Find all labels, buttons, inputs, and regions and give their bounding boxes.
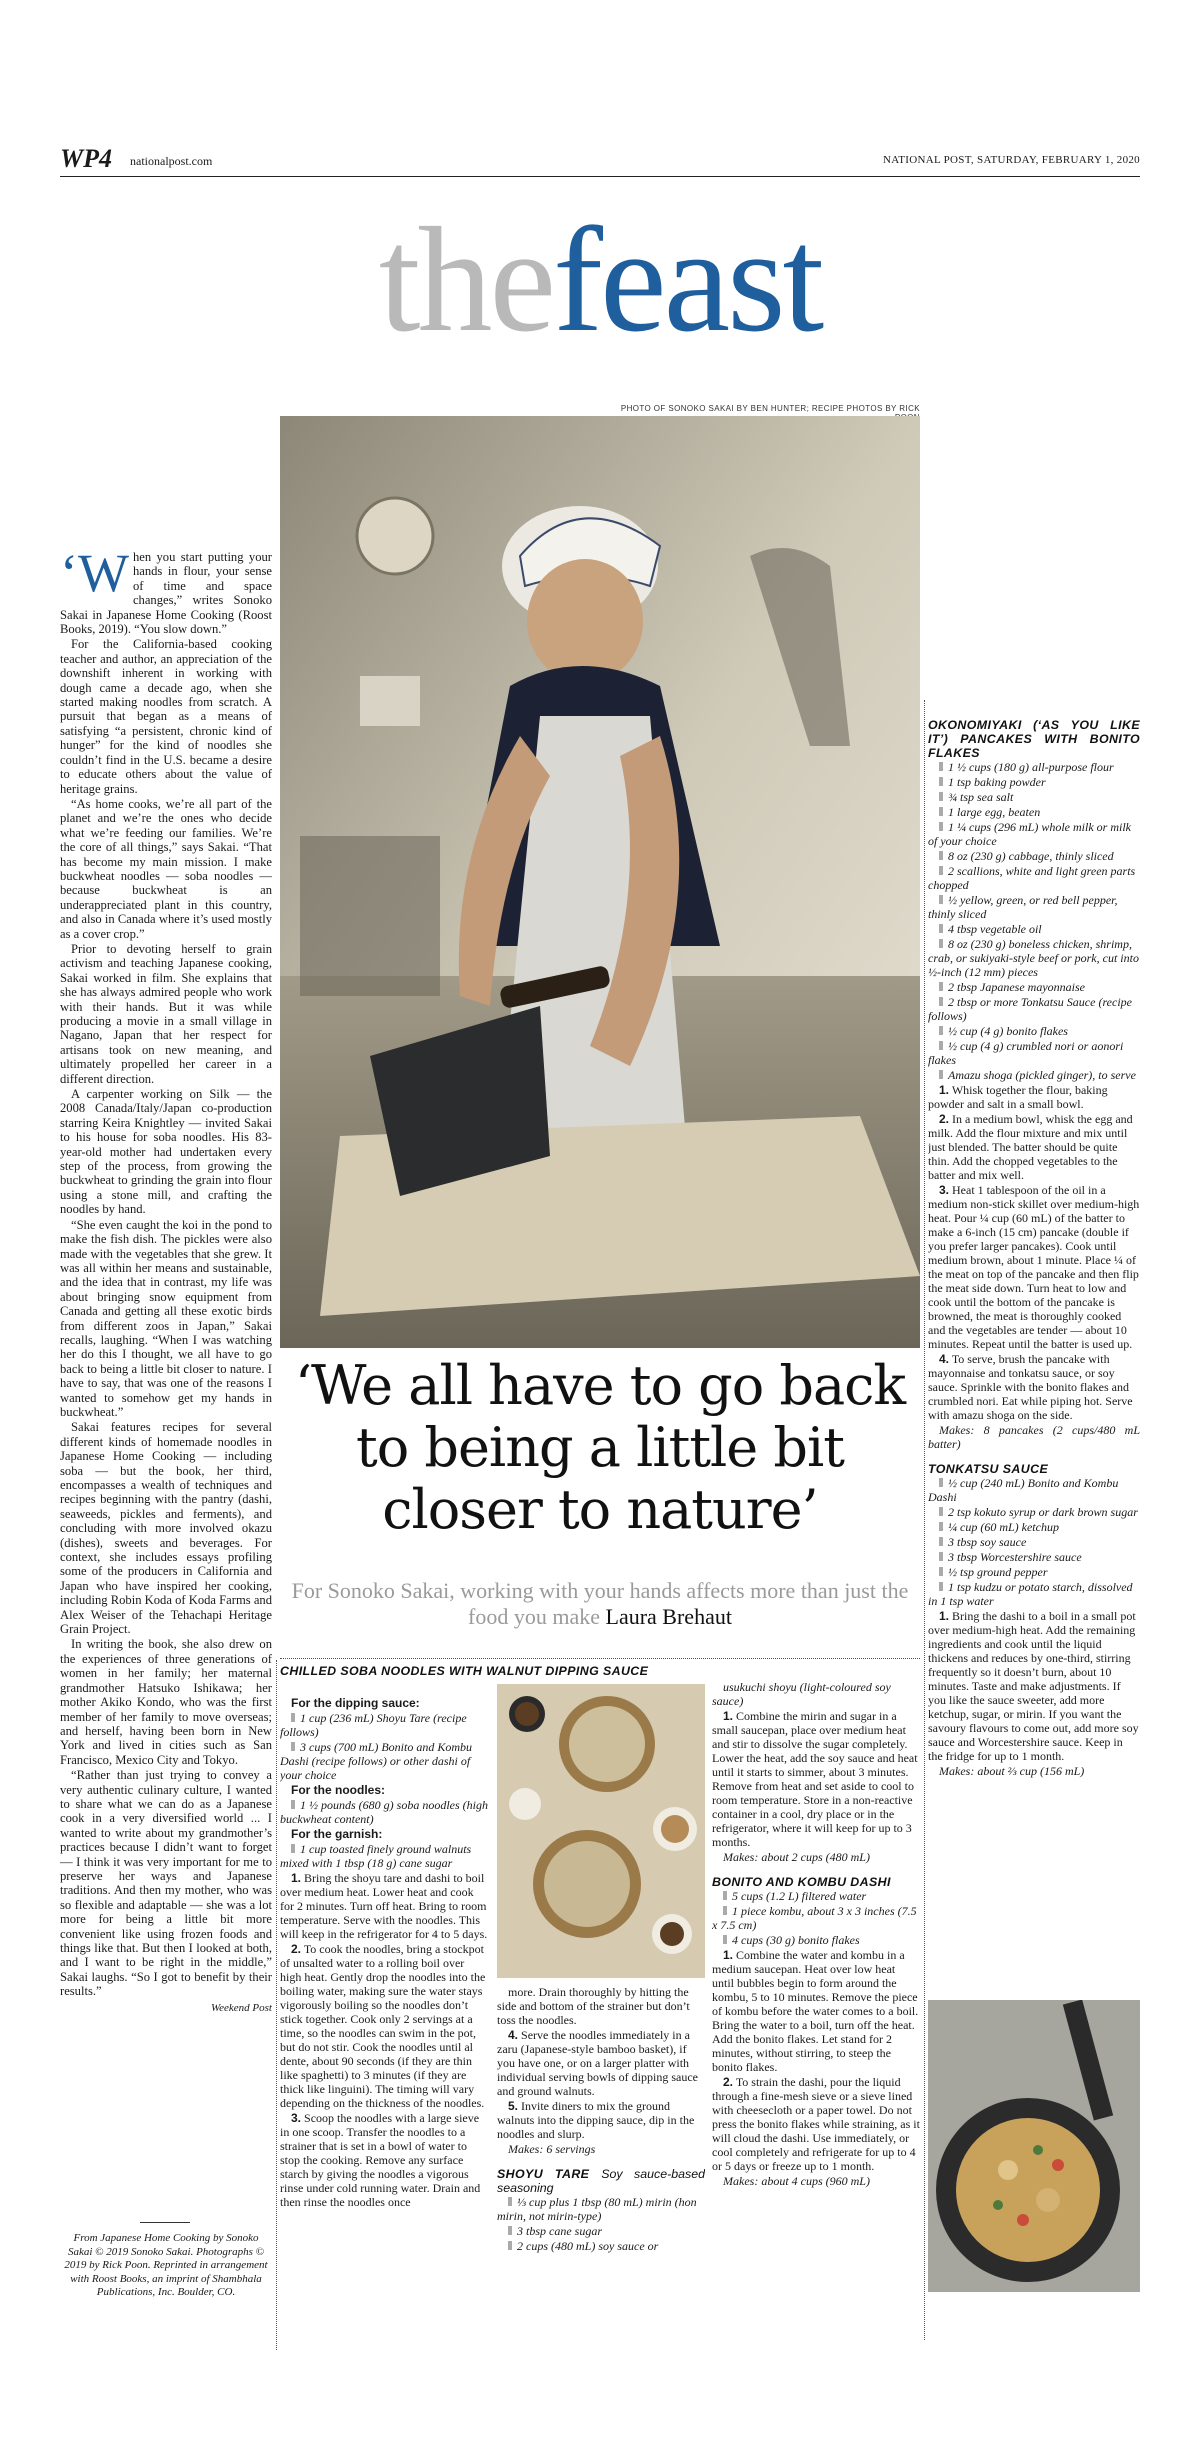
site-url[interactable]: nationalpost.com bbox=[130, 154, 213, 168]
soba-recipe-continued bbox=[497, 1985, 705, 2340]
ingredient: 1 ½ cups (180 g) all-purpose flour bbox=[928, 760, 1140, 774]
article-lead bbox=[60, 550, 272, 636]
publication-date: NATIONAL POST, SATURDAY, FEBRUARY 1, 2020 bbox=[883, 154, 1140, 166]
ingredient: 4 tbsp vegetable oil bbox=[928, 922, 1140, 936]
ingredient: ½ cup (240 mL) Bonito and Kombu Dashi bbox=[928, 1476, 1119, 1504]
ingredient: 5 cups (1.2 L) filtered water bbox=[712, 1889, 920, 1903]
article-paragraph: For the California-based cooking teacher and author, an appreciation of the downshift inherent in working with dough came a decade ago, when she started making noodles from scratch. A pursuit that began as a means of satisfying “a persistent, chronic kind of hunger” for the kind of noodles she couldn’t find in the U.S. became a desire to educate others about the value of heritage grains. bbox=[60, 637, 272, 796]
step: 2. To strain the dashi, pour the liquid through a fine-mesh sieve or a sieve lined with cheesecloth or a paper towel. Do not press the bonito flakes while straining, as it will cloud the dashi. Use immediately, or cool completely and refrigerate for up to 4 or 5 days or freeze up to 1 month. bbox=[712, 2075, 920, 2173]
article-paragraph: A carpenter working on Silk — the 2008 Canada/Italy/Japan co-production starring Keira Knightley — invited Sakai to his house for soba noodles. His 83-year-old mother had undertaken every step of the process, from growing the buckwheat to grinding the grain into flour using a stone mill, and crafting the noodles by hand. bbox=[60, 1087, 272, 1217]
ingredient: 1 ¼ cups (296 mL) whole milk or milk of your choice bbox=[928, 820, 1131, 848]
step: 3. Heat 1 tablespoon of the oil in a medium non-stick skillet over medium-high heat. Pour ¼ cup (60 mL) of the batter to make a 6-inch (15 cm) pancake (double if you prefer larger pancakes). Cook until medium brown, about 1 minute. Place ¼ of the meat on top of the pancake and then flip the meat side down. Turn heat to low and cook until the bottom of the pancake is browned, the meat is thoroughly cooked and the vegetables are tender — about 10 minutes. Repeat until the batter is used up. bbox=[928, 1183, 1140, 1351]
step: 1. Whisk together the flour, baking powder and salt in a small bowl. bbox=[928, 1083, 1108, 1111]
yield: Makes: 8 pancakes (2 cups/480 mL batter) bbox=[928, 1423, 1140, 1451]
ingredient: ½ tsp ground pepper bbox=[928, 1565, 1140, 1579]
article-paragraph: “She even caught the koi in the pond to make the fish dish. The pickles were also made with the vegetables that she grew. It was all within her means and sustainable, and the idea that in contrast, my life was about bringing snow equipment from Canada and getting all these exotic birds from different zoos in Japan,” Sakai recalls, laughing. “When I was watching her do this I thought, we all have to go back to being a little bit closer to nature. I have to say, that was one of the reasons I wanted to somehow get my hands in buckwheat.” bbox=[60, 1217, 272, 1419]
okonomiyaki-photo bbox=[928, 2000, 1140, 2292]
byline: Laura Brehaut bbox=[605, 1604, 732, 1629]
ingredient: 2 tbsp Japanese mayonnaise bbox=[928, 980, 1140, 994]
step-continued: more. Drain thoroughly by hitting the side and bottom of the strainer but don’t toss the noodles. bbox=[497, 1985, 690, 2027]
ingredient-continued: usukuchi shoyu (light-coloured soy sauce) bbox=[712, 1680, 891, 1708]
ingredient: 3 tbsp soy sauce bbox=[928, 1535, 1140, 1549]
step: 3. Scoop the noodles with a large sieve in one scoop. Transfer the noodles to a strainer that is set in a bowl of water to stop the cooking. Remove any surface starch by giving the noodles a vigorous rinse under cold running water. Drain and then rinse the noodles once bbox=[280, 2111, 481, 2209]
ingredient: 3 cups (700 mL) Bonito and Kombu Dashi (recipe follows) or other dashi of your choice bbox=[280, 1740, 472, 1782]
article-paragraph: Prior to devoting herself to grain activism and teaching Japanese cooking, Sakai worked in film. She explains that she has always admired people who work with their hands. But it was while producing a movie in a small village in Nagano, Japan that her respect for artisans took on new meaning, and ultimately propelled her career in a different direction. bbox=[60, 941, 272, 1086]
dek bbox=[280, 1578, 920, 1630]
ingredient-group-label: For the garnish: bbox=[291, 1827, 383, 1841]
recipe-title: SHOYU TARE Soy sauce-based seasoning bbox=[497, 2167, 705, 2195]
signoff: Weekend Post bbox=[211, 2001, 272, 2014]
soba-recipe bbox=[280, 1680, 488, 2340]
yield: Makes: about ⅔ cup (156 mL) bbox=[939, 1764, 1085, 1778]
ingredient: ½ cup (4 g) crumbled nori or aonori flakes bbox=[928, 1039, 1124, 1067]
ingredient-group-label: For the dipping sauce: bbox=[291, 1696, 420, 1710]
main-photo-sonoko-sakai bbox=[280, 416, 920, 1348]
masthead-the: the bbox=[378, 197, 554, 363]
folio bbox=[60, 140, 1140, 180]
folio-rule bbox=[60, 176, 1140, 177]
ingredient: 1 tsp kudzu or potato starch, dissolved in 1 tsp water bbox=[928, 1580, 1133, 1608]
ingredient: 1 ½ pounds (680 g) soba noodles (high buckwheat content) bbox=[280, 1798, 488, 1826]
ingredient: ⅓ cup plus 1 tbsp (80 mL) mirin (hon mirin, not mirin-type) bbox=[497, 2195, 697, 2223]
ingredient: 1 tsp baking powder bbox=[928, 775, 1140, 789]
yield: Makes: 6 servings bbox=[508, 2142, 596, 2156]
ingredient: Amazu shoga (pickled ginger), to serve bbox=[928, 1068, 1140, 1082]
soba-noodles-photo bbox=[497, 1684, 705, 1978]
okonomiyaki-recipe bbox=[928, 718, 1140, 1988]
recipe-title: CHILLED SOBA NOODLES WITH WALNUT DIPPING SAUCE bbox=[280, 1664, 649, 1678]
headline-quote: ‘We all have to go back to being a little bit closer to nature’ bbox=[294, 1354, 906, 1541]
step: 4. To serve, brush the pancake with mayonnaise and tonkatsu sauce, or soy sauce. Sprinkle with the bonito flakes and crumbled nori. Eat while piping hot. Serve with amazu shoga on the side. bbox=[928, 1352, 1133, 1422]
ingredient: 1 piece kombu, about 3 x 3 inches (7.5 x 7.5 cm) bbox=[712, 1904, 917, 1932]
source-rule bbox=[140, 2222, 190, 2223]
ingredient: ¾ tsp sea salt bbox=[928, 790, 1140, 804]
step: 1. Combine the mirin and sugar in a small saucepan, place over medium heat and stir to dissolve the sugar completely. Lower the heat, add the soy sauce and heat until it starts to simmer, about 3 minutes. Remove from heat and set aside to cool to room temperature. Store in a non-reactive container in a cool, dry place or in the refrigerator, where it will keep for up to 3 months. bbox=[712, 1709, 918, 1849]
shoyu-and-dashi-recipes bbox=[712, 1680, 920, 2340]
yield: Makes: about 2 cups (480 mL) bbox=[723, 1850, 870, 1864]
article-paragraph: Sakai features recipes for several different kinds of homemade noodles in Japanese Home Cooking — including soba — but the book, her third, encompasses a wealth of techniques and recipes beginning with the pantry (dashi, seaweeds, pickles and ferments), and concluding with more involved okazu (dishes), sweets and beverages. For context, she includes essays profiling some of the producers in California and Japan who have inspired her cooking, including Robin Koda of Koda Farms and Alex Weiser of the Tehachapi Heritage Grain Project. bbox=[60, 1420, 272, 1637]
ingredient: ¼ cup (60 mL) ketchup bbox=[928, 1520, 1140, 1534]
ingredient: 1 cup toasted finely ground walnuts mixed with 1 tbsp (18 g) cane sugar bbox=[280, 1842, 472, 1870]
article-paragraph: “As home cooks, we’re all part of the planet and we’re the ones who decide what we’re feeding our families. We’re the core of all things,” says Sakai. “That has become my main mission. I make buckwheat noodles — soba noodles — because buckwheat is an underappreciated plant in this country, and also in Canada where it’s used mostly as a cover crop.” bbox=[60, 796, 272, 941]
step: 1. Bring the shoyu tare and dashi to boil over medium heat. Lower heat and cook for 2 minutes. Turn off heat. Bring to room temperature. Serve with the noodles. This will keep in the refrigerator for 4 to 5 days. bbox=[280, 1871, 488, 1941]
step: 2. To cook the noodles, bring a stockpot of unsalted water to a rolling boil over high heat. Gently drop the noodles into the boiling water, making sure the water stays vigorously boiling so the noodles don’t stick together. Cook only 2 servings at a time, so the noodles can swim in the pot, but do not stir. Cook the noodles until al dente, about 90 seconds (if they are thin like spaghetti) to 3 minutes (if they are thick like linguini). The timing will vary depending on the thickness of the noodles. bbox=[280, 1942, 486, 2110]
dek-text: For Sonoko Sakai, working with your hands affects more than just the food you make bbox=[291, 1578, 909, 1629]
ingredient: 2 cups (480 mL) soy sauce or bbox=[497, 2239, 705, 2253]
book-source-note: From Japanese Home Cooking by Sonoko Sakai © 2019 Sonoko Sakai. Photographs © 2019 by Rick Poon. Reprinted in arrangement with Roost Books, an imprint of Shambhala Publications, Inc. Boulder, CO. bbox=[64, 2232, 268, 2299]
ingredient-group-label: For the noodles: bbox=[291, 1783, 385, 1797]
column-rule bbox=[276, 1660, 277, 2350]
ingredient: 8 oz (230 g) boneless chicken, shrimp, crab, or sukiyaki-style beef or pork, cut into ½-inch (12 mm) pieces bbox=[928, 937, 1139, 979]
ingredient: ½ yellow, green, or red bell pepper, thinly sliced bbox=[928, 893, 1118, 921]
ingredient: 4 cups (30 g) bonito flakes bbox=[712, 1933, 920, 1947]
drop-cap: ‘W bbox=[60, 550, 129, 603]
column-rule bbox=[924, 700, 925, 2340]
recipe-title: TONKATSU SAUCE bbox=[928, 1462, 1049, 1476]
ingredient: ½ cup (4 g) bonito flakes bbox=[928, 1024, 1140, 1038]
article-paragraph: “Rather than just trying to convey a very authentic culinary culture, I wanted to share what we can do as a Japanese cook in a very diversified world ... I wanted to write about my grandmother’s practices because I didn’t want to forget — I think it was very important for me to preserve her ways and Japanese traditions. And then my mother, who was so flexible and adaptable — she was a lot more for being a little bit more convenient like using frozen foods and things like that. But then I looked at both, and I want to be right in the middle,” Sakai laughs. “So I got to benefit by their results.” bbox=[60, 1768, 272, 1999]
step: 1. Combine the water and kombu in a medium saucepan. Heat over low heat until bubbles begin to form around the kombu, 5 to 10 minutes. Remove the piece of kombu before the water comes to a boil. Bring the water to a boil, turn off the heat. Add the bonito flakes. Let stand for 2 minutes, without stirring, to steep the bonito flakes. bbox=[712, 1948, 919, 2074]
step: 5. Invite diners to mix the ground walnuts into the dipping sauce, dip in the noodles and slurp. bbox=[497, 2099, 695, 2141]
ingredient: 1 large egg, beaten bbox=[928, 805, 1140, 819]
ingredient: 2 scallions, white and light green parts chopped bbox=[928, 864, 1136, 892]
step: 2. In a medium bowl, whisk the egg and milk. Add the flour mixture and mix until just blended. The batter should be quite thin. Add the chopped vegetables to the batter and mix well. bbox=[928, 1112, 1133, 1182]
ingredient: 3 tbsp Worcestershire sauce bbox=[928, 1550, 1140, 1564]
ingredient: 2 tbsp or more Tonkatsu Sauce (recipe follows) bbox=[928, 995, 1132, 1023]
ingredient: 8 oz (230 g) cabbage, thinly sliced bbox=[928, 849, 1140, 863]
step: 4. Serve the noodles immediately in a zaru (Japanese-style bamboo basket), if you have one, or on a larger platter with individual serving bowls of dipping sauce and ground walnuts. bbox=[497, 2028, 698, 2098]
section-rule bbox=[280, 1658, 920, 1659]
section-masthead bbox=[0, 197, 1200, 363]
lead-text: hen you start putting your hands in flour, your sense of time and space changes,” writes Sonoko Sakai in Japanese Home Cooking (Roost Books, 2019). “You slow down.” bbox=[60, 550, 272, 637]
yield: Makes: about 4 cups (960 mL) bbox=[723, 2174, 870, 2188]
photo-credit: PHOTO OF SONOKO SAKAI BY BEN HUNTER; RECIPE PHOTOS BY RICK bbox=[620, 404, 920, 413]
recipe-title: OKONOMIYAKI (‘AS YOU LIKE IT’) PANCAKES WITH BONITO FLAKES bbox=[928, 718, 1140, 760]
masthead-feast: feast bbox=[553, 197, 822, 363]
ingredient: 1 cup (236 mL) Shoyu Tare (recipe follows) bbox=[280, 1711, 467, 1739]
recipe-title: BONITO AND KOMBU DASHI bbox=[712, 1875, 891, 1889]
step: 1. Bring the dashi to a boil in a small pot over medium-high heat. Add the remaining ingredients and cook until the liquid thickens and reduces by one-third, stirring frequently so it doesn’t burn, about 10 minutes. Taste and make adjustments. If you like the sauce sweeter, add more ketchup, sugar, or mirin. If you want the savoury flavours to come out, add more soy sauce and Worcestershire sauce. Keep in the fridge for up to 1 month. bbox=[928, 1609, 1139, 1763]
article-body bbox=[60, 550, 272, 2170]
ingredient: 2 tsp kokuto syrup or dark brown sugar bbox=[928, 1505, 1140, 1519]
page-number: WP4 bbox=[60, 144, 112, 173]
ingredient: 3 tbsp cane sugar bbox=[497, 2224, 705, 2238]
article-paragraph: In writing the book, she also drew on the experiences of three generations of women in her family; her maternal grandmother Hatsuko Ishikawa; her mother Akiko Kondo, who was the first member of her family to move overseas; and herself, having been born in New York and lived in cities such as San Francisco, Mexico City and Tokyo. bbox=[60, 1637, 272, 1767]
